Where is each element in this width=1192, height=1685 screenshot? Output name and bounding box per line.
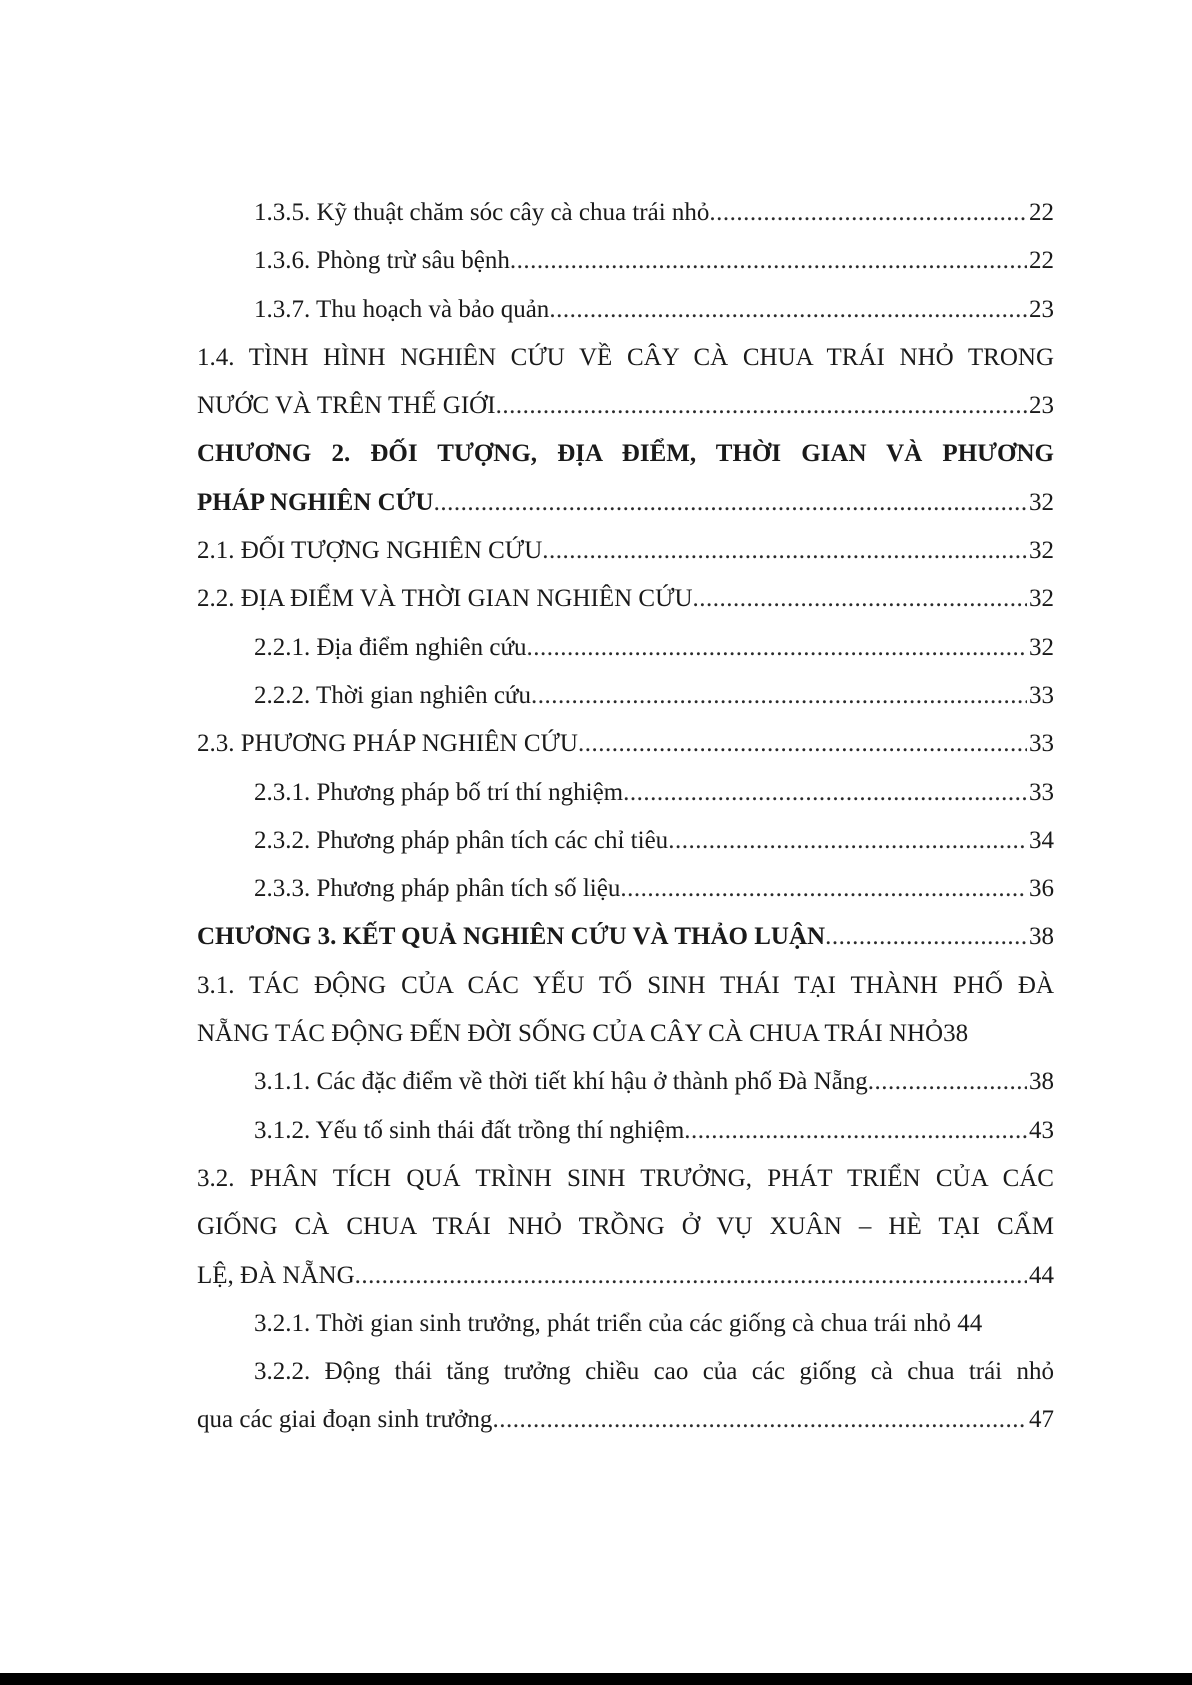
dot-leader bbox=[492, 1396, 1027, 1444]
dot-leader bbox=[434, 479, 1027, 527]
toc-entry-title: LỆ, ĐÀ NẴNG bbox=[197, 1261, 355, 1289]
toc-entry-page: 32 bbox=[1029, 488, 1054, 516]
toc-entry-title: 2.1. ĐỐI TƯỢNG NGHIÊN CỨU bbox=[197, 537, 543, 565]
dot-leader bbox=[531, 672, 1027, 720]
page-bottom-edge bbox=[0, 1673, 1192, 1685]
dot-leader bbox=[668, 817, 1027, 865]
dot-leader bbox=[542, 527, 1027, 575]
toc-entry bbox=[197, 237, 1054, 285]
toc-entry-page: 44 bbox=[1029, 1261, 1054, 1289]
dot-leader bbox=[693, 575, 1027, 623]
toc-entry-title: 2.2.1. Địa điểm nghiên cứu bbox=[254, 633, 527, 661]
toc-chapter bbox=[197, 479, 1054, 527]
toc-entry bbox=[197, 1107, 1054, 1155]
toc-entry-title: 2.3.2. Phương pháp phân tích các chỉ tiêu bbox=[254, 826, 669, 854]
toc-entry-page: 36 bbox=[1029, 875, 1054, 903]
toc-entry-title: 3.1.1. Các đặc điểm về thời tiết khí hậu ở thành phố Đà Nẵng bbox=[254, 1068, 868, 1096]
toc-entry-title: NẴNG TÁC ĐỘNG ĐẾN ĐỜI SỐNG CỦA CÂY CÀ CHUA TRÁI NHỎ38 bbox=[197, 1020, 969, 1048]
toc-entry-title: 2.2.2. Thời gian nghiên cứu bbox=[254, 681, 531, 709]
toc-entry bbox=[197, 672, 1054, 720]
toc-entry bbox=[197, 1300, 1054, 1348]
toc-entry-page: 33 bbox=[1029, 730, 1054, 758]
toc-entry-title: 2.3.1. Phương pháp bố trí thí nghiệm bbox=[254, 778, 624, 806]
toc-entry-title: 2.3. PHƯƠNG PHÁP NGHIÊN CỨU bbox=[197, 730, 578, 758]
toc-entry-page: 22 bbox=[1029, 247, 1054, 275]
toc-entry-page: 47 bbox=[1029, 1406, 1054, 1434]
toc-entry-title: 1.3.7. Thu hoạch và bảo quản bbox=[254, 295, 550, 323]
toc-entry bbox=[197, 1010, 1054, 1058]
toc-chapter bbox=[197, 913, 1054, 961]
toc-entry-page: 43 bbox=[1029, 1116, 1054, 1144]
toc-entry-page: 23 bbox=[1029, 295, 1054, 323]
dot-leader bbox=[549, 286, 1027, 334]
toc-entry bbox=[197, 865, 1054, 913]
toc-entry bbox=[197, 382, 1054, 430]
toc-entry-page: 22 bbox=[1029, 199, 1054, 226]
toc-entry-page: 33 bbox=[1029, 681, 1054, 709]
toc-entry-title: 2.2. ĐỊA ĐIỂM VÀ THỜI GIAN NGHIÊN CỨU bbox=[197, 585, 693, 613]
toc-entry-title: qua các giai đoạn sinh trưởng bbox=[197, 1406, 493, 1434]
toc-entry-page: 32 bbox=[1029, 537, 1054, 565]
toc-entry-page: 32 bbox=[1029, 585, 1054, 613]
toc-entry bbox=[197, 1252, 1054, 1300]
dot-leader bbox=[510, 237, 1027, 285]
toc-entry-page: 23 bbox=[1029, 392, 1054, 420]
dot-leader bbox=[527, 624, 1027, 672]
toc-entry bbox=[197, 189, 1054, 237]
toc-entry-title: 3.2. PHÂN TÍCH QUÁ TRÌNH SINH TRƯỞNG, PHÁT TRIỂN CỦA CÁC bbox=[197, 1164, 1054, 1192]
toc-entry-title: 3.2.1. Thời gian sinh trưởng, phát triển của các giống cà chua trái nhỏ 44 bbox=[254, 1309, 983, 1337]
toc-entry-title: GIỐNG CÀ CHUA TRÁI NHỎ TRỒNG Ở VỤ XUÂN – HÈ TẠI CẨM bbox=[197, 1213, 1054, 1241]
toc-chapter-title: PHÁP NGHIÊN CỨU bbox=[197, 488, 434, 516]
toc-entry-page: 38 bbox=[1029, 1068, 1054, 1096]
toc-entry bbox=[197, 720, 1054, 768]
toc-entry-page: 32 bbox=[1029, 633, 1054, 661]
toc-chapter-wrapped bbox=[197, 430, 1054, 478]
toc-entry-title: 3.1.2. Yếu tố sinh thái đất trồng thí nghiệm bbox=[254, 1116, 685, 1144]
toc-chapter-title: CHƯƠNG 3. KẾT QUẢ NGHIÊN CỨU VÀ THẢO LUẬN bbox=[197, 923, 826, 951]
dot-leader bbox=[709, 189, 1027, 237]
toc-entry bbox=[197, 1058, 1054, 1106]
toc-entry-title: 2.3.3. Phương pháp phân tích số liệu bbox=[254, 875, 621, 903]
toc-entry bbox=[197, 817, 1054, 865]
toc-entry-wrapped bbox=[197, 1348, 1054, 1396]
toc-chapter-title: CHƯƠNG 2. ĐỐI TƯỢNG, ĐỊA ĐIỂM, THỜI GIAN VÀ PHƯƠNG bbox=[197, 440, 1054, 468]
toc-entry-wrapped bbox=[197, 334, 1054, 382]
toc-entry-wrapped bbox=[197, 1155, 1054, 1203]
toc-entry-title: 1.3.6. Phòng trừ sâu bệnh bbox=[254, 247, 510, 275]
dot-leader bbox=[578, 720, 1027, 768]
toc-entry-title: NƯỚC VÀ TRÊN THẾ GIỚI bbox=[197, 392, 496, 420]
toc-entry bbox=[197, 769, 1054, 817]
toc-entry-title: 1.3.5. Kỹ thuật chăm sóc cây cà chua trái nhỏ bbox=[254, 199, 710, 226]
toc-entry bbox=[197, 527, 1054, 575]
dot-leader bbox=[868, 1058, 1027, 1106]
toc-entry-wrapped bbox=[197, 1203, 1054, 1251]
dot-leader bbox=[825, 913, 1027, 961]
toc-entry-wrapped bbox=[197, 962, 1054, 1010]
dot-leader bbox=[684, 1107, 1027, 1155]
dot-leader bbox=[620, 865, 1027, 913]
toc-entry bbox=[197, 575, 1054, 623]
toc-entry-page: 33 bbox=[1029, 778, 1054, 806]
dot-leader bbox=[496, 382, 1027, 430]
toc-entry-page: 34 bbox=[1029, 826, 1054, 854]
dot-leader bbox=[623, 769, 1027, 817]
toc-entry-title: 1.4. TÌNH HÌNH NGHIÊN CỨU VỀ CÂY CÀ CHUA TRÁI NHỎ TRONG bbox=[197, 343, 1054, 371]
toc-entry bbox=[197, 1396, 1054, 1444]
toc-entry-title: 3.2.2. Động thái tăng trưởng chiều cao của các giống cà chua trái nhỏ bbox=[254, 1358, 1054, 1386]
toc-entry-title: 3.1. TÁC ĐỘNG CỦA CÁC YẾU TỐ SINH THÁI TẠI THÀNH PHỐ ĐÀ bbox=[197, 971, 1054, 999]
toc-entry-page: 38 bbox=[1029, 923, 1054, 951]
dot-leader bbox=[355, 1252, 1027, 1300]
toc-entry bbox=[197, 624, 1054, 672]
toc-entry bbox=[197, 286, 1054, 334]
table-of-contents bbox=[197, 189, 1054, 1445]
